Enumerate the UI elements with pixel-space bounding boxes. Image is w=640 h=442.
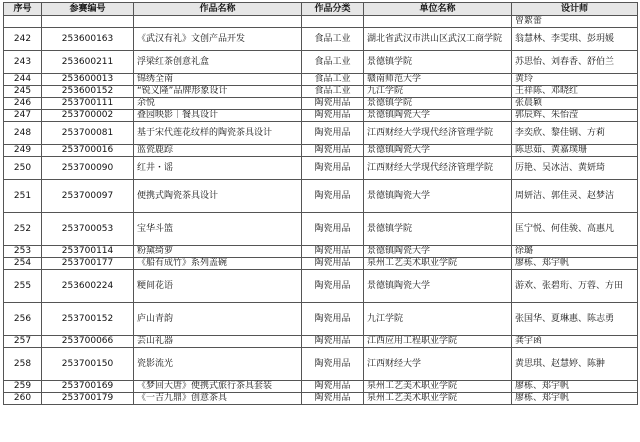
- cell-title: 《梦回大唐》便携式旅行茶具套装: [134, 381, 302, 393]
- cell-code: [42, 16, 134, 28]
- cell-code: 253700090: [42, 157, 134, 180]
- cell-code: 253700053: [42, 213, 134, 246]
- cell-title: 余悦: [134, 98, 302, 110]
- cell-title: 叠园映影｜餐具设计: [134, 110, 302, 122]
- cell-no: 258: [4, 348, 42, 381]
- table-row: [4, 28, 638, 51]
- cell-category: 食品工业: [302, 28, 364, 51]
- header-unit: 单位名称: [364, 3, 512, 16]
- cell-designer: 翁慧林、李雯琪、彭玥媛: [512, 28, 638, 51]
- cell-unit: 江西应用工程职业学院: [364, 336, 512, 348]
- cell-no: 249: [4, 145, 42, 157]
- cell-unit: 泉州工艺美术职业学院: [364, 258, 512, 270]
- header-code: 参赛编号: [42, 3, 134, 16]
- table-header-row: [4, 3, 638, 16]
- cell-code: 253700016: [42, 145, 134, 157]
- table-row: [4, 122, 638, 145]
- cell-code: 253700150: [42, 348, 134, 381]
- cell-designer: 廖栋、郑宇帆: [512, 393, 638, 405]
- cell-unit: 景德镇学院: [364, 98, 512, 110]
- cell-category: 陶瓷用品: [302, 98, 364, 110]
- table-row: [4, 258, 638, 270]
- cell-code: 253700179: [42, 393, 134, 405]
- cell-designer: 廖栋、郑宇帆: [512, 381, 638, 393]
- cell-no: 245: [4, 86, 42, 98]
- cell-title: 蓝瓷鹿踪: [134, 145, 302, 157]
- cell-category: 陶瓷用品: [302, 348, 364, 381]
- cell-category: 陶瓷用品: [302, 110, 364, 122]
- cell-code: 253700152: [42, 303, 134, 336]
- cell-category: 陶瓷用品: [302, 270, 364, 303]
- cell-no: 256: [4, 303, 42, 336]
- cell-unit: [364, 16, 512, 28]
- cell-unit: 江西财经大学: [364, 348, 512, 381]
- cell-title: 锦绣全南: [134, 74, 302, 86]
- table-row: [4, 303, 638, 336]
- cell-unit: 赣南师范大学: [364, 74, 512, 86]
- cell-code: 253600152: [42, 86, 134, 98]
- cell-title: 基于宋代莲花纹样的陶瓷茶具设计: [134, 122, 302, 145]
- cell-no: 243: [4, 51, 42, 74]
- table-row: [4, 51, 638, 74]
- cell-title: 红井・谣: [134, 157, 302, 180]
- cell-category: 食品工业: [302, 74, 364, 86]
- results-table: [3, 2, 638, 405]
- cell-designer: 郭辰辉、朱怡滢: [512, 110, 638, 122]
- cell-designer: 廖栋、郑宇帆: [512, 258, 638, 270]
- cell-category: 陶瓷用品: [302, 145, 364, 157]
- cell-code: 253700111: [42, 98, 134, 110]
- cell-title: 粉黛绮萝: [134, 246, 302, 258]
- table-row: [4, 86, 638, 98]
- table-row: [4, 180, 638, 213]
- cell-unit: 景德镇学院: [364, 213, 512, 246]
- cell-designer: 苏思怡、刘春香、舒伯兰: [512, 51, 638, 74]
- cell-category: 陶瓷用品: [302, 393, 364, 405]
- cell-code: 253700097: [42, 180, 134, 213]
- cell-code: 253600211: [42, 51, 134, 74]
- cell-category: 陶瓷用品: [302, 258, 364, 270]
- cell-category: [302, 16, 364, 28]
- table-row: [4, 98, 638, 110]
- cell-unit: 景德镇陶瓷大学: [364, 180, 512, 213]
- cell-category: 陶瓷用品: [302, 381, 364, 393]
- cell-designer: 游欢、张碧珩、万蓉、方田: [512, 270, 638, 303]
- cell-designer: 曾絮蕾: [512, 16, 638, 28]
- header-title: 作品名称: [134, 3, 302, 16]
- cell-code: 253700081: [42, 122, 134, 145]
- cell-designer: 龚宇函: [512, 336, 638, 348]
- cell-unit: 景德镇陶瓷大学: [364, 145, 512, 157]
- table-row: [4, 74, 638, 86]
- cell-no: 254: [4, 258, 42, 270]
- cell-title: 《武汉有礼》文创产品开发: [134, 28, 302, 51]
- cell-unit: 江西财经大学现代经济管理学院: [364, 157, 512, 180]
- cell-title: “锐义隆”品牌形象设计: [134, 86, 302, 98]
- cell-no: 246: [4, 98, 42, 110]
- table-row: [4, 270, 638, 303]
- cell-unit: 九江学院: [364, 86, 512, 98]
- table-body: [4, 16, 638, 405]
- cell-category: 陶瓷用品: [302, 336, 364, 348]
- cell-title: [134, 16, 302, 28]
- table-row: [4, 213, 638, 246]
- cell-unit: 景德镇陶瓷大学: [364, 270, 512, 303]
- cell-title: 便携式陶瓷茶具设计: [134, 180, 302, 213]
- cell-unit: 九江学院: [364, 303, 512, 336]
- table-row: [4, 336, 638, 348]
- header-designer: 设计师: [512, 3, 638, 16]
- cell-designer: 张国华、夏琳惠、陈志勇: [512, 303, 638, 336]
- header-category: 作品分类: [302, 3, 364, 16]
- cell-no: 252: [4, 213, 42, 246]
- cell-title: 《一吉九鼎》创意茶具: [134, 393, 302, 405]
- table-row: [4, 16, 638, 28]
- cell-category: 陶瓷用品: [302, 180, 364, 213]
- cell-title: 宝华斗篮: [134, 213, 302, 246]
- cell-no: 248: [4, 122, 42, 145]
- cell-designer: 黄思琪、赵慧婷、陈翀: [512, 348, 638, 381]
- results-table-wrapper: [3, 2, 637, 405]
- cell-no: 242: [4, 28, 42, 51]
- table-row: [4, 381, 638, 393]
- cell-title: 浮梁红茶创意礼盒: [134, 51, 302, 74]
- cell-designer: 匡宁悦、何佳骏、高惠凡: [512, 213, 638, 246]
- cell-unit: 景德镇学院: [364, 51, 512, 74]
- header-no: 序号: [4, 3, 42, 16]
- cell-designer: 王祥陈、邓晓红: [512, 86, 638, 98]
- cell-no: 244: [4, 74, 42, 86]
- cell-no: 251: [4, 180, 42, 213]
- cell-code: 253700114: [42, 246, 134, 258]
- cell-category: 陶瓷用品: [302, 213, 364, 246]
- cell-code: 253700066: [42, 336, 134, 348]
- table-row: [4, 348, 638, 381]
- cell-designer: 陈思茹、黄嘉璞珊: [512, 145, 638, 157]
- cell-title: 《船有成竹》系列盖碗: [134, 258, 302, 270]
- cell-title: 庐山青韵: [134, 303, 302, 336]
- cell-unit: 江西财经大学现代经济管理学院: [364, 122, 512, 145]
- cell-category: 陶瓷用品: [302, 303, 364, 336]
- cell-category: 陶瓷用品: [302, 157, 364, 180]
- cell-code: 253600224: [42, 270, 134, 303]
- cell-designer: 厉艳、吴冰洁、黄妍琦: [512, 157, 638, 180]
- cell-code: 253600163: [42, 28, 134, 51]
- cell-designer: 徐璐: [512, 246, 638, 258]
- table-row: [4, 145, 638, 157]
- cell-unit: 景德镇陶瓷大学: [364, 110, 512, 122]
- cell-no: 253: [4, 246, 42, 258]
- cell-no: 260: [4, 393, 42, 405]
- cell-category: 食品工业: [302, 86, 364, 98]
- table-row: [4, 110, 638, 122]
- cell-no: 250: [4, 157, 42, 180]
- cell-unit: 泉州工艺美术职业学院: [364, 381, 512, 393]
- cell-code: 253700002: [42, 110, 134, 122]
- cell-no: 257: [4, 336, 42, 348]
- cell-title: 粳间花语: [134, 270, 302, 303]
- cell-category: 食品工业: [302, 51, 364, 74]
- cell-no: [4, 16, 42, 28]
- cell-category: 陶瓷用品: [302, 246, 364, 258]
- cell-designer: 黄玲: [512, 74, 638, 86]
- cell-no: 255: [4, 270, 42, 303]
- cell-unit: 泉州工艺美术职业学院: [364, 393, 512, 405]
- cell-code: 253700177: [42, 258, 134, 270]
- cell-code: 253600013: [42, 74, 134, 86]
- cell-designer: 张晨颖: [512, 98, 638, 110]
- cell-designer: 周妍洁、郭佳灵、赵梦洁: [512, 180, 638, 213]
- cell-title: 瓷影流光: [134, 348, 302, 381]
- cell-no: 259: [4, 381, 42, 393]
- cell-category: 陶瓷用品: [302, 122, 364, 145]
- cell-title: 芸山礼器: [134, 336, 302, 348]
- table-row: [4, 246, 638, 258]
- table-row: [4, 157, 638, 180]
- cell-no: 247: [4, 110, 42, 122]
- cell-unit: 景德镇陶瓷大学: [364, 246, 512, 258]
- cell-code: 253700169: [42, 381, 134, 393]
- cell-designer: 李奕欣、黎佳钢、方莉: [512, 122, 638, 145]
- table-row: [4, 393, 638, 405]
- cell-unit: 湖北省武汉市洪山区武汉工商学院: [364, 28, 512, 51]
